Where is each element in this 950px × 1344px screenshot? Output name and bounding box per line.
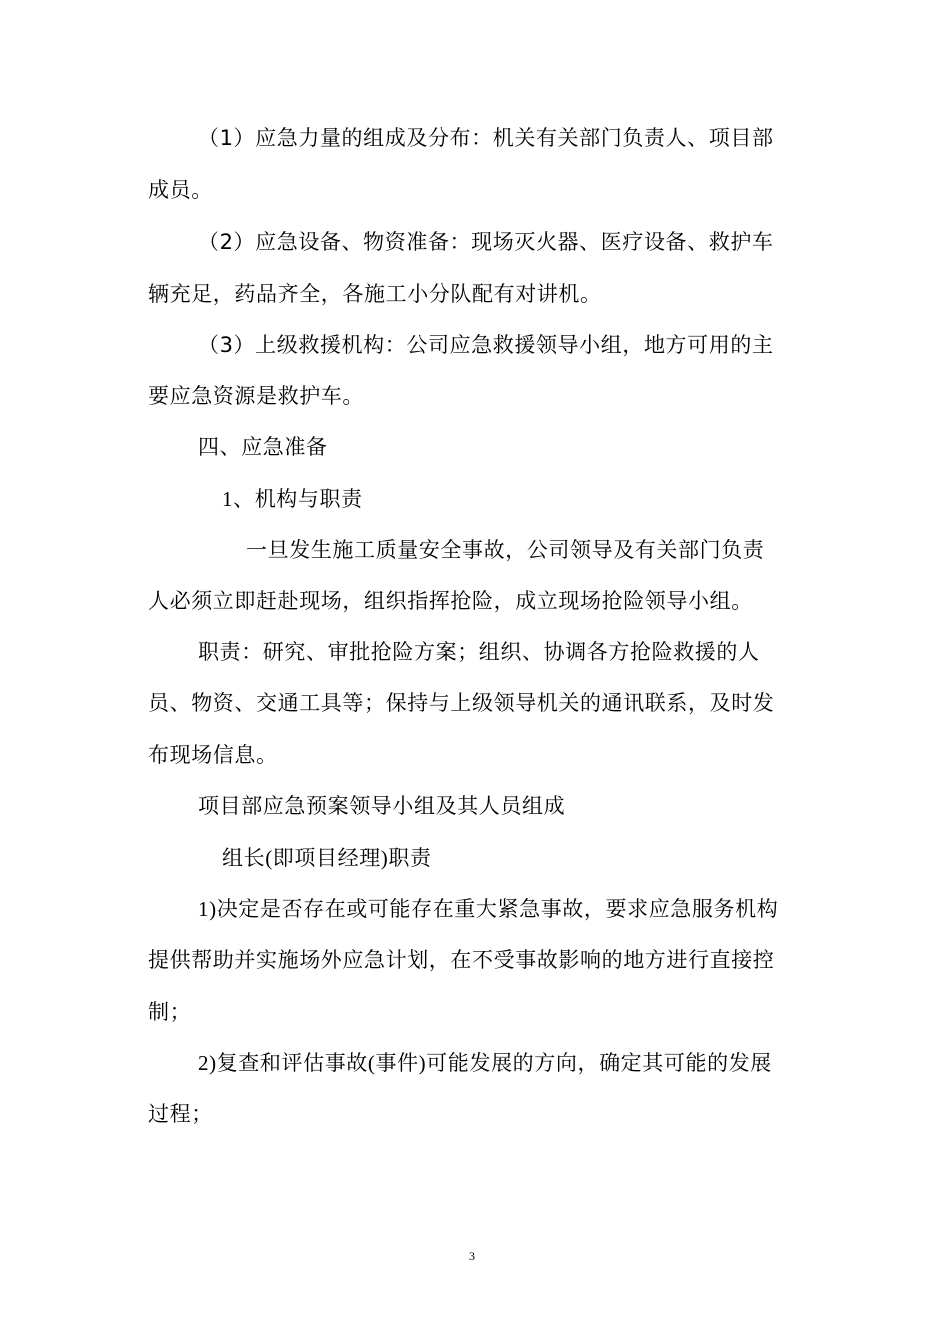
text-line: 员、物资、交通工具等；保持与上级领导机关的通讯联系，及时发 [148, 691, 775, 715]
text-line: （2）应急设备、物资准备：现场灭火器、医疗设备、救护车 [198, 230, 774, 254]
text-line: 制； [148, 1000, 192, 1024]
subsection-heading: 1、机构与职责 [222, 487, 363, 511]
text-line: 辆充足，药品齐全，各施工小分队配有对讲机。 [148, 282, 602, 306]
text-line: 人必须立即赶赴现场，组织指挥抢险，成立现场抢险领导小组。 [148, 589, 753, 613]
text-line: （3）上级救援机构：公司应急救援领导小组，地方可用的主 [198, 333, 774, 357]
text-line: 布现场信息。 [148, 743, 278, 767]
text-line: 过程； [148, 1102, 213, 1126]
text-line: （1）应急力量的组成及分布：机关有关部门负责人、项目部 [198, 126, 774, 150]
text-line: 1)决定是否存在或可能存在重大紧急事故，要求应急服务机构 [198, 897, 779, 921]
text-line: 提供帮助并实施场外应急计划，在不受事故影响的地方进行直接控 [148, 948, 775, 972]
section-heading: 四、应急准备 [198, 435, 328, 459]
text-line: 一旦发生施工质量安全事故，公司领导及有关部门负责 [246, 538, 765, 562]
text-line: 项目部应急预案领导小组及其人员组成 [198, 794, 566, 818]
page-number: 3 [469, 1249, 475, 1263]
text-line: 2)复查和评估事故(事件)可能发展的方向，确定其可能的发展 [198, 1051, 772, 1075]
text-line: 组长(即项目经理)职责 [222, 846, 432, 870]
text-line: 成员。 [148, 178, 213, 202]
text-line: 要应急资源是救护车。 [148, 384, 364, 408]
text-line: 职责：研究、审批抢险方案；组织、协调各方抢险救援的人 [198, 640, 760, 664]
